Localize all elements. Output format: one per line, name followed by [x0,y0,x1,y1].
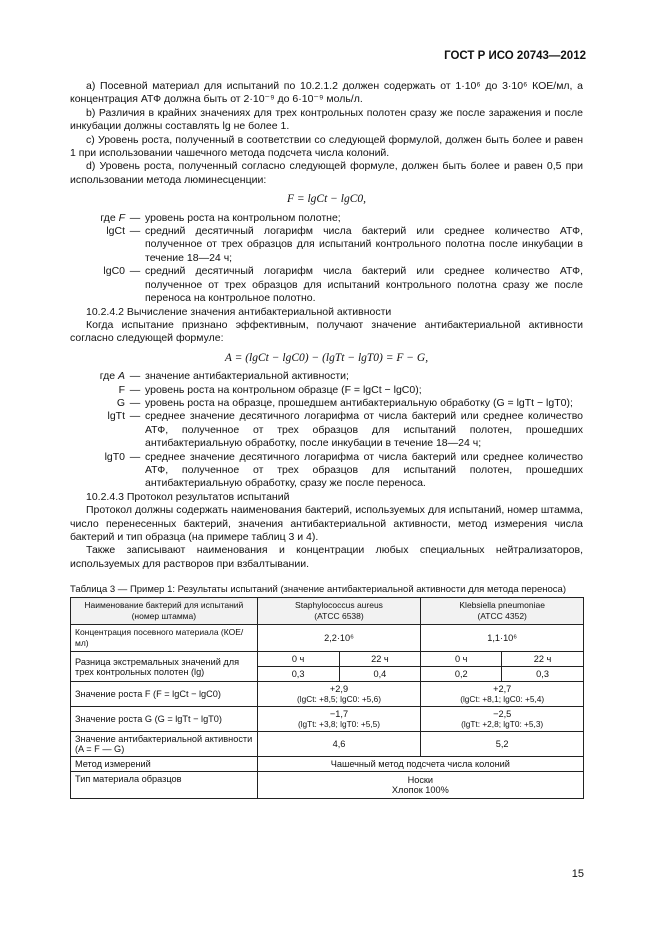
dash: — [129,225,141,238]
cell-value [257,772,583,799]
table-caption: Таблица 3 — Пример 1: Результаты испытаний (значение антибактериальной активности для метода переноса) [70,584,566,595]
cell-value: 0,3 [502,667,584,682]
definition-term: lgT0 [104,450,125,463]
value-main: −1,7 [329,709,349,719]
bacteria-name: Klebsiella pneumoniae [459,600,545,610]
dash: — [129,265,141,278]
definition-text: уровень роста на контрольном полотне; [145,211,341,224]
table-row-sample-type [71,772,584,799]
cell-value: 0,3 [257,667,339,682]
table-row-activity [71,732,584,757]
dash: — [129,383,141,396]
paragraph-a: а) Посевной материал для испытаний по 10.2.1.2 должен содержать от 1·10⁶ до 3·10⁶ КОЕ/мл, а концентрация АТФ должна быть от 2·10⁻⁹ до 6·10⁻⁹ моль/л. [70,80,583,106]
row-label: Тип материала образцов [71,772,258,799]
definition-term [70,370,125,383]
row-label: Концентрация посевного материала (КОЕ/мл) [71,625,258,652]
definition-row [70,397,583,410]
definition-text: среднее значение десятичного логарифма от числа бактерий или среднее количество АТФ, полученное от трех образцов для испытаний полотен, прошедших антибактериальную обработку, после инкубации в течение 18—24 ч; [145,410,583,450]
cell-value: 5,2 [421,732,584,757]
definition-row [70,410,583,450]
cell-value: 2,2·10⁶ [257,625,421,652]
definition-text: уровень роста на контрольном образце (F = lgCt − lgC0); [145,383,422,396]
header-bacteria-1 [257,598,421,625]
value-detail: (lgCt: +8,5; lgC0: +5,6) [297,694,381,704]
row-label: Разница экстремальных значений для трех контрольных полотен (lg) [71,652,258,682]
cell-value [421,707,584,732]
page-body [70,80,583,571]
value-main: −2,5 [493,709,512,719]
value-detail: (lgTt: +2,8; lgT0: +5,3) [461,719,544,729]
paragraph-c: c) Уровень роста, полученный в соответствии со следующей формулой, должен быть более и равен 1 при использовании чашечного метода подсчета числа колоний. [70,133,583,160]
value-line: Носки [407,775,434,785]
table-header-row [71,598,584,625]
row-label: Значение роста F (F = lgCt − lgC0) [71,682,258,707]
cell-value: 4,6 [257,732,421,757]
page-number: 15 [571,868,584,880]
value-line: Хлопок 100% [391,785,449,795]
formula-growth-level: F = lgCt − lgC0, [286,193,367,206]
header-bacteria-2 [421,598,584,625]
dash: — [129,410,141,423]
definition-term: lgC0 [103,265,125,278]
definition-text: среднее значение десятичного логарифма от числа бактерий или среднее количество АТФ, полученное от трех образцов для испытаний полотен, прошедших антибактериальную обработку, сразу же после переноса. [145,450,583,490]
value-main: +2,7 [493,684,512,694]
dash: — [129,370,141,383]
table-row-method [71,757,584,772]
definition-row [70,370,583,383]
definition-text: значение антибактериальной активности; [145,370,349,383]
section-heading-10243: 10.2.4.3 Протокол результатов испытаний [86,490,290,503]
definition-term: G [116,396,125,409]
definition-row [70,212,583,225]
cell-time: 22 ч [502,652,584,667]
table-row-growth-f [71,682,584,707]
where-prefix: где [99,370,116,383]
header-bacteria-name: Наименование бактерий для испытаний (номер штамма) [71,598,258,625]
paragraph-protocol: Протокол должны содержать наименования бактерий, используемых для испытаний, номер штамма, число перенесенных бактерий, значения антибактериальной активности, метод измерения числа бактерий и тип образца (на примере таблиц 3 и 4). [70,504,583,543]
cell-value [257,682,421,707]
cell-value: Чашечный метод подсчета числа колоний [257,757,583,772]
dash: — [129,450,141,463]
paragraph-b: b) Различия в крайних значениях для трех контрольных полотен сразу же после заражения и после инкубации должны составлять lg не более 1. [70,106,583,133]
definition-term [70,212,125,225]
row-label: Значение антибактериальной активности (A = F — G) [71,732,258,757]
definition-text: средний десятичный логарифм числа бактерий или среднее количество АТФ, полученное от трех образцов для испытаний контрольного полотна сразу же после переноса на контрольное полотно. [145,265,583,305]
row-label: Метод измерений [71,757,258,772]
paragraph-neutralizers: Также записывают наименования и концентрации любых специальных нейтрализаторов, используемых для растворов при взбалтывании. [70,544,583,570]
definition-row [70,225,583,265]
standard-code: ГОСТ Р ИСО 20743—2012 [444,50,586,62]
definition-row [70,265,583,305]
row-label: Значение роста G (G = lgTt − lgT0) [71,707,258,732]
bacteria-strain: (ATCC 6538) [314,611,364,621]
table-row-concentration [71,625,584,652]
table-row-growth-g [71,707,584,732]
cell-time: 22 ч [339,652,421,667]
term-symbol: F [118,211,125,224]
value-detail: (lgCt: +8,1; lgC0: +5,4) [460,694,545,704]
definition-text: средний десятичный логарифм числа бактерий или среднее количество АТФ, полученное от трех образцов для испытаний контрольного полотна после инкубации в течение 18—24 ч; [145,225,583,264]
bacteria-strain: (ATCC 4352) [477,611,527,621]
cell-value: 0,2 [421,667,502,682]
definition-term: F [118,383,125,396]
cell-value [421,682,584,707]
definition-list-2 [70,370,583,491]
where-prefix: где [100,211,116,224]
cell-time: 0 ч [257,652,339,667]
definition-text: уровень роста на образце, прошедшем антибактериальную обработку (G = lgTt − lgT0); [145,396,573,409]
table-row-extreme-times [71,652,584,667]
cell-time: 0 ч [421,652,502,667]
definition-row [70,451,583,491]
definition-term: lgTt [107,410,125,423]
definition-row [70,384,583,397]
term-symbol: A [117,370,125,383]
paragraph-efficient: Когда испытание признано эффективным, получают значение антибактериальной активности согласно следующей формуле: [70,318,583,345]
definition-term: lgCt [106,225,125,238]
dash: — [129,396,141,409]
dash: — [129,211,141,224]
section-heading-10242: 10.2.4.2 Вычисление значения антибактериальной активности [86,305,392,318]
cell-value: 1,1·10⁶ [421,625,584,652]
cell-value [257,707,421,732]
cell-value: 0,4 [339,667,421,682]
bacteria-name: Staphylococcus aureus [295,600,383,610]
paragraph-d: d) Уровень роста, полученный согласно следующей формуле, должен быть более и равен 0,5 при использовании метода люминесценции: [70,160,583,186]
formula-antibacterial-activity: A = (lgCt − lgC0) − (lgTt − lgT0) = F − G, [224,351,429,364]
definition-list-1 [70,212,583,306]
value-main: +2,9 [329,684,349,694]
value-detail: (lgTt: +3,8; lgT0: +5,5) [297,719,381,729]
results-table [70,597,584,799]
